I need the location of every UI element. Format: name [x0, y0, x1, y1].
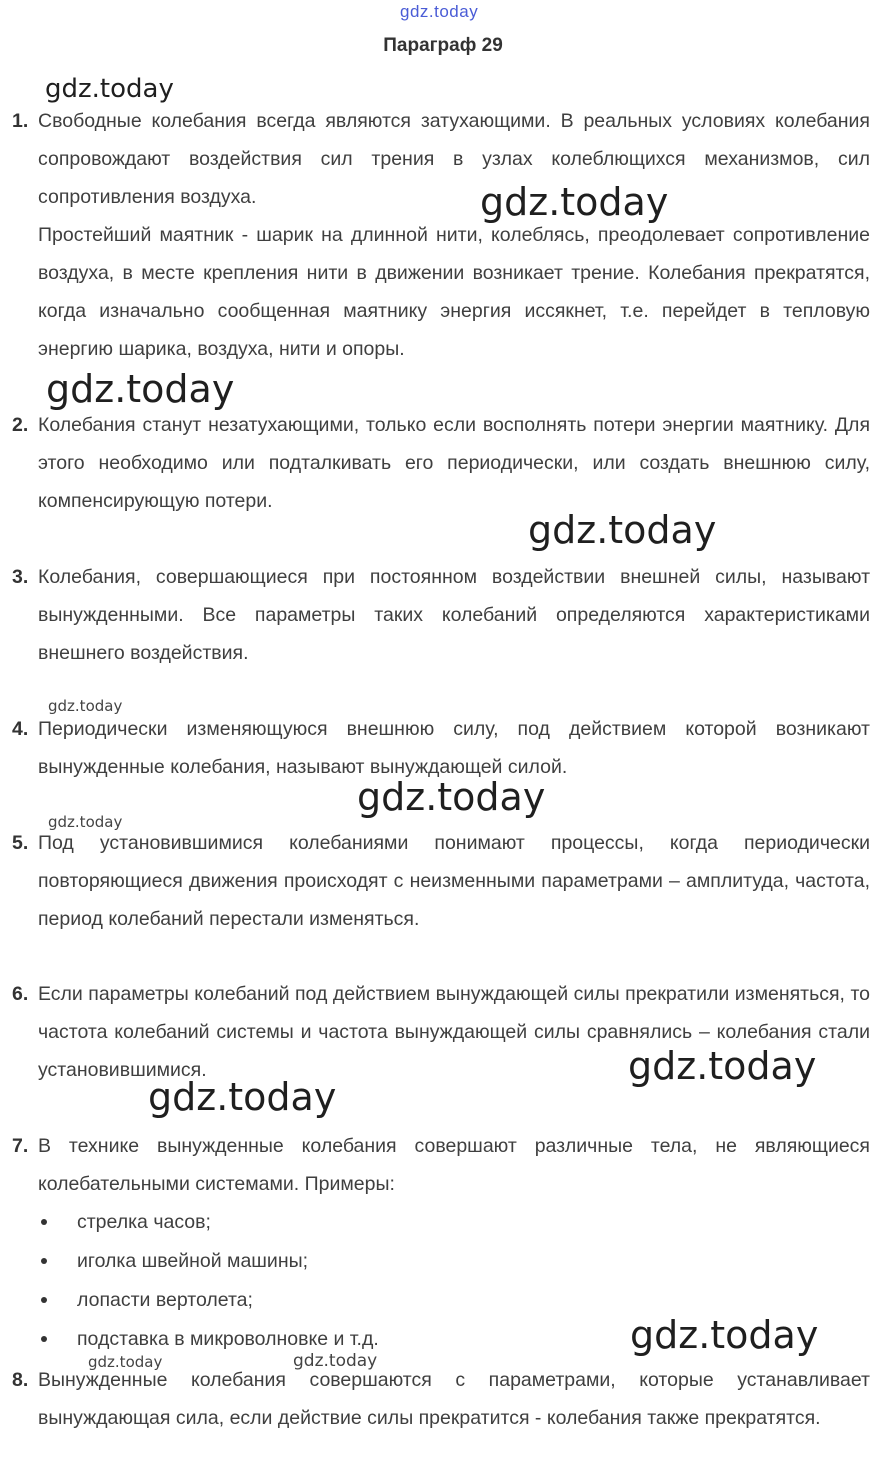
list-item: лопасти вертолета; — [38, 1281, 870, 1320]
item-paragraph: Периодически изменяющуюся внешнюю силу, под действием которой возникают вынужденные колебания, называют вынуждающей силой. — [38, 718, 870, 778]
list-item: стрелка часов; — [38, 1203, 870, 1242]
item-paragraph: Под установившимися колебаниями понимают процессы, когда периодически повторяющиеся движения происходят с неизменными параметрами – амплитуда, частота, период колебаний перестали изменяться. — [38, 832, 870, 930]
watermark: gdz.today — [480, 180, 669, 224]
watermark: gdz.today — [628, 1044, 817, 1088]
item-paragraph: В технике вынужденные колебания совершают различные тела, не являющиеся колебательными системами. Примеры: — [38, 1135, 870, 1195]
item-number: 2. — [12, 414, 29, 436]
item-paragraph: Колебания, совершающиеся при постоянном воздействии внешней силы, называют вынужденными. Все параметры таких колебаний определяются характеристиками внешнего воздействия. — [38, 566, 870, 664]
item-paragraph: Свободные колебания всегда являются затухающими. В реальных условиях колебания сопровождают воздействия сил трения в узлах колеблющихся механизмов, сил сопротивления воздуха. — [38, 110, 870, 208]
watermark: gdz.today — [293, 1351, 378, 1371]
answer-item-3 — [12, 558, 870, 672]
watermark: gdz.today — [630, 1313, 819, 1357]
site-logo[interactable]: gdz.today — [400, 2, 479, 21]
answer-item-5 — [12, 824, 870, 938]
watermark: gdz.today — [46, 367, 235, 411]
item-number: 3. — [12, 566, 29, 588]
watermark: gdz.today — [45, 74, 174, 104]
bullet-icon — [41, 1258, 47, 1264]
item-paragraph: Если параметры колебаний под действием вынуждающей силы прекратили изменяться, то частота колебаний системы и частота вынуждающей силы сравнялись – колебания стали установившимися. — [38, 983, 870, 1081]
item-paragraph: Колебания станут незатухающими, только если восполнять потери энергии маятнику. Для этого необходимо или подталкивать его периодически, или создать внешнюю силу, компенсирующую потери. — [38, 414, 870, 512]
watermark: gdz.today — [357, 775, 546, 819]
watermark: gdz.today — [528, 508, 717, 552]
list-item: подставка в микроволновке и т.д. — [38, 1320, 870, 1359]
watermark: gdz.today — [48, 697, 123, 715]
item-number: 5. — [12, 832, 29, 854]
item-number: 4. — [12, 718, 29, 740]
watermark: gdz.today — [88, 1353, 163, 1371]
bullet-icon — [41, 1297, 47, 1303]
watermark: gdz.today — [48, 813, 123, 831]
bullet-icon — [41, 1219, 47, 1225]
watermark: gdz.today — [148, 1075, 337, 1119]
item-paragraph: Вынужденные колебания совершаются с параметрами, которые устанавливает вынуждающая сила, если действие силы прекратится - колебания также прекратятся. — [38, 1369, 870, 1429]
item-number: 6. — [12, 983, 29, 1005]
answer-item-1 — [12, 102, 870, 368]
page-title: Параграф 29 — [383, 35, 503, 56]
item-number: 8. — [12, 1369, 29, 1391]
item-paragraph: Простейший маятник - шарик на длинной нити, колеблясь, преодолевает сопротивление воздуха, в месте крепления нити в движении возникает трение. Колебания прекратятся, когда изначально сообщенная маятнику энергия иссякнет, т.е. перейдет в тепловую энергию шарика, воздуха, нити и опоры. — [38, 224, 870, 360]
answer-item-2 — [12, 406, 870, 520]
list-item: иголка швейной машины; — [38, 1242, 870, 1281]
bullet-icon — [41, 1336, 47, 1342]
item-number: 1. — [12, 110, 29, 132]
answer-item-8 — [12, 1361, 870, 1437]
item-number: 7. — [12, 1135, 29, 1157]
